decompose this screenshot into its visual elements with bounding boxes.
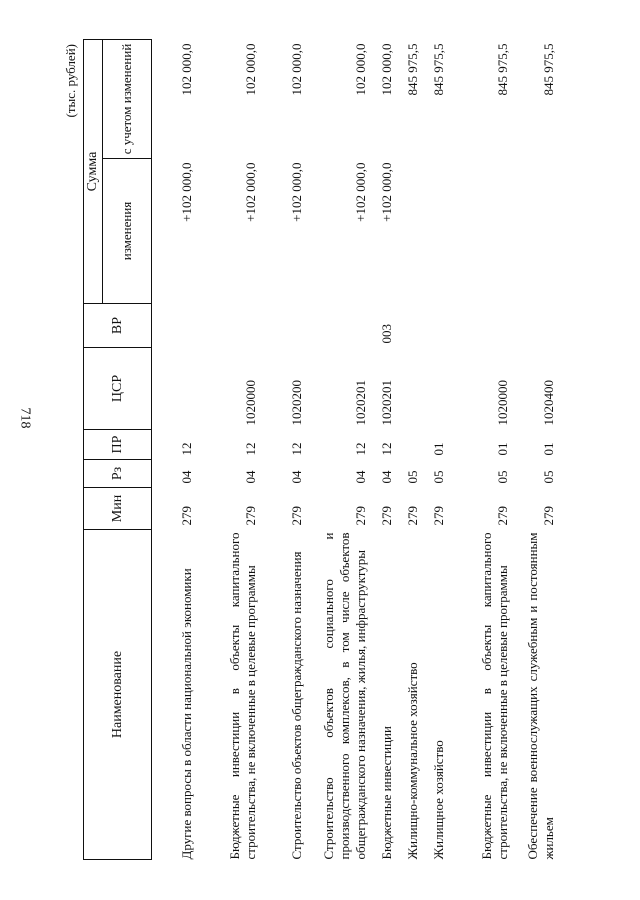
row-with-changes: 845 975,5 [541, 43, 556, 96]
row-name: Жилищно-коммунальное хозяйство [405, 662, 420, 860]
row-changes: +102 000,0 [353, 162, 368, 222]
table-row [450, 40, 514, 860]
row-changes [424, 159, 450, 304]
row-changes: +102 000,0 [243, 162, 258, 222]
row-with-changes: 102 000,0 [289, 43, 304, 96]
row-min: 279 [431, 506, 446, 526]
table-row [152, 40, 199, 860]
row-vr [450, 304, 514, 348]
row-rz: 05 [495, 470, 510, 484]
row-name: Бюджетные инвестиции в объекты капитального строительства, не включенные в целевые программы [479, 532, 510, 860]
header-sum: Сумма [84, 40, 103, 304]
row-vr [424, 304, 450, 348]
row-min: 279 [541, 506, 556, 526]
budget-table [83, 39, 560, 860]
row-rz: 04 [289, 470, 304, 484]
row-with-changes: 845 975,5 [495, 43, 510, 96]
row-pr: 12 [289, 442, 304, 456]
row-csr: 1020201 [353, 380, 368, 426]
row-name: Бюджетные инвестиции [379, 726, 394, 860]
row-pr: 12 [179, 442, 194, 456]
row-changes [450, 159, 514, 304]
row-changes: +102 000,0 [289, 162, 304, 222]
header-rz: Рз [84, 460, 152, 488]
table-row [424, 40, 450, 860]
table-row [514, 40, 560, 860]
header-with-changes: с учетом изменений [103, 40, 152, 159]
row-name: Строительство объектов общегражданского назначения [289, 551, 304, 860]
row-csr [424, 348, 450, 430]
row-vr [198, 304, 262, 348]
row-pr [398, 430, 424, 460]
table-row [372, 40, 398, 860]
row-rz: 04 [353, 470, 368, 484]
row-changes [398, 159, 424, 304]
row-name: Жилищное хозяйство [431, 740, 446, 860]
row-vr [262, 304, 308, 348]
row-rz: 05 [541, 470, 556, 484]
row-name: Строительство объектов социального и производственного комплексов, в том числе объектов общегражданского назначения, жилья, инфраструктуры [321, 532, 368, 860]
header-changes: изменения [103, 159, 152, 304]
header-csr: ЦСР [84, 348, 152, 430]
row-rz: 05 [405, 470, 420, 484]
table-row [308, 40, 372, 860]
unit-note: (тыс. рублей) [63, 44, 78, 118]
row-changes: +102 000,0 [379, 162, 394, 222]
row-min: 279 [289, 506, 304, 526]
row-csr: 1020201 [379, 380, 394, 426]
row-with-changes: 845 975,5 [431, 43, 446, 96]
row-rz: 04 [379, 470, 394, 484]
row-csr: 1020000 [243, 380, 258, 426]
row-changes: +102 000,0 [179, 162, 194, 222]
row-with-changes: 102 000,0 [243, 43, 258, 96]
row-min: 279 [353, 506, 368, 526]
row-changes [514, 159, 560, 304]
table-row [398, 40, 424, 860]
row-vr [308, 304, 372, 348]
row-pr: 01 [495, 442, 510, 456]
row-csr: 1020200 [289, 380, 304, 426]
row-name: Обеспечение военнослужащих служебным и постоянным жильем [525, 532, 556, 860]
row-vr [152, 304, 199, 348]
table-row [262, 40, 308, 860]
header-vr: ВР [84, 304, 152, 348]
row-pr: 12 [243, 442, 258, 456]
table-row [198, 40, 262, 860]
row-rz: 04 [179, 470, 194, 484]
row-pr: 12 [353, 442, 368, 456]
row-min: 279 [243, 506, 258, 526]
header-pr: ПР [84, 430, 152, 460]
row-vr [398, 304, 424, 348]
row-rz: 04 [243, 470, 258, 484]
row-pr: 12 [379, 442, 394, 456]
row-name: Бюджетные инвестиции в объекты капитального строительства, не включенные в целевые программы [227, 532, 258, 860]
row-pr: 01 [541, 442, 556, 456]
row-csr: 1020400 [541, 380, 556, 426]
row-csr [152, 348, 199, 430]
row-with-changes: 102 000,0 [379, 43, 394, 96]
row-vr: 003 [379, 324, 394, 344]
row-name: Другие вопросы в области национальной экономики [179, 568, 194, 860]
header-min: Мин [84, 488, 152, 530]
row-min: 279 [179, 506, 194, 526]
row-with-changes: 102 000,0 [353, 43, 368, 96]
rotated-page [63, 40, 556, 860]
row-rz: 05 [431, 470, 446, 484]
page-number: 718 [17, 407, 33, 429]
row-min: 279 [495, 506, 510, 526]
row-min: 279 [405, 506, 420, 526]
row-with-changes: 845 975,5 [405, 43, 420, 96]
row-csr [398, 348, 424, 430]
row-min: 279 [379, 506, 394, 526]
row-csr: 1020000 [495, 380, 510, 426]
row-pr: 01 [431, 442, 446, 456]
header-name: Наименование [84, 530, 152, 860]
row-vr [514, 304, 560, 348]
row-with-changes: 102 000,0 [179, 43, 194, 96]
